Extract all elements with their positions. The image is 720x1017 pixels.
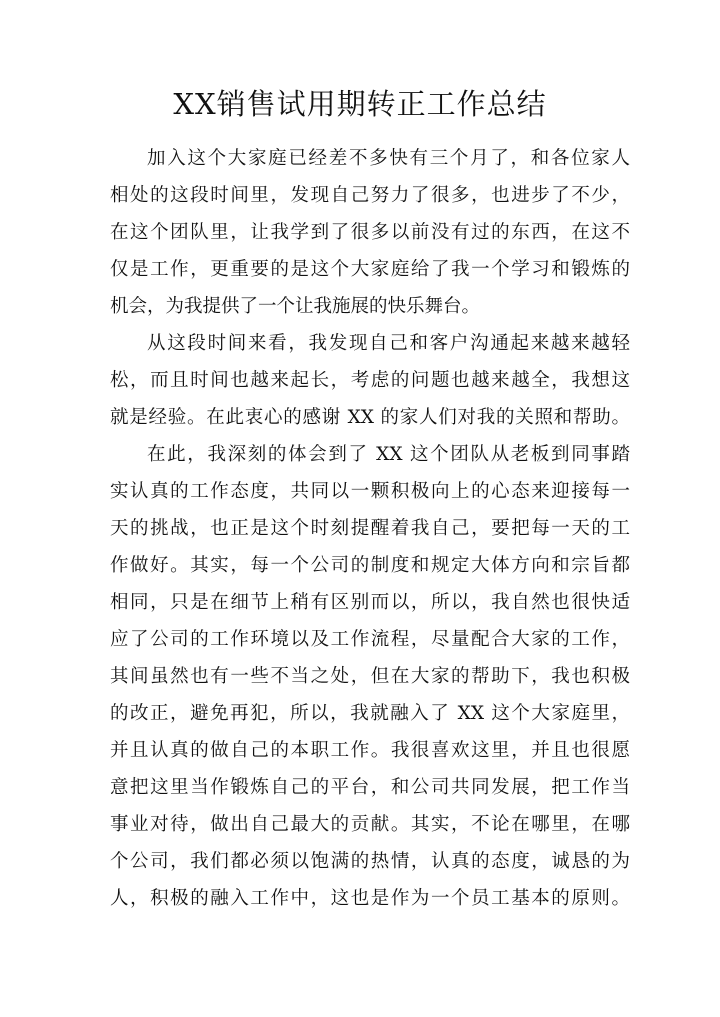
text-line: 就是经验。在此衷心的感谢 XX 的家人们对我的关照和帮助。 [110,407,630,428]
text-line: 仅是工作，更重要的是这个大家庭给了我一个学习和锻炼的 [110,259,630,280]
text-line: 相处的这段时间里，发现自己努力了很多，也进步了不少， [110,185,630,206]
text-line: 人，积极的融入工作中，这也是作为一个员工基本的原则。 [110,888,630,909]
text-line: 并且认真的做自己的本职工作。我很喜欢这里，并且也很愿 [110,740,630,761]
text-line: 应了公司的工作环境以及工作流程，尽量配合大家的工作， [110,629,630,650]
text-line: 个公司，我们都必须以饱满的热情，认真的态度，诚恳的为 [110,851,630,872]
text-line: 天的挑战，也正是这个时刻提醒着我自己，要把每一天的工 [110,518,630,539]
text-line: 松，而且时间也越来起长，考虑的问题也越来越全，我想这 [110,370,630,391]
text-line: 实认真的工作态度，共同以一颗积极向上的心态来迎接每一 [110,481,630,502]
paragraph-1 [110,140,630,325]
document-body [110,140,630,917]
text-line: 机会，为我提供了一个让我施展的快乐舞台。 [110,296,481,317]
paragraph-3 [110,436,630,917]
text-line: 其间虽然也有一些不当之处，但在大家的帮助下，我也积极 [110,666,630,687]
text-line: 意把这里当作锻炼自己的平台，和公司共同发展，把工作当 [110,777,630,798]
document-title: XX销售试用期转正工作总结 [173,87,547,121]
text-line: 在此，我深刻的体会到了 XX 这个团队从老板到同事踏 [147,444,630,465]
paragraph-2 [110,325,630,436]
text-line: 在这个团队里，让我学到了很多以前没有过的东西，在这不 [110,222,630,243]
text-line: 的改正，避免再犯，所以，我就融入了 XX 这个大家庭里， [110,703,630,724]
text-line: 相同，只是在细节上稍有区别而以，所以，我自然也很快适 [110,592,630,613]
text-line: 从这段时间来看，我发现自己和客户沟通起来越来越轻 [147,333,630,354]
text-line: 事业对待，做出自己最大的贡献。其实，不论在哪里，在哪 [110,814,630,835]
text-line: 加入这个大家庭已经差不多快有三个月了，和各位家人 [147,148,630,169]
text-line: 作做好。其实，每一个公司的制度和规定大体方向和宗旨都 [110,555,630,576]
